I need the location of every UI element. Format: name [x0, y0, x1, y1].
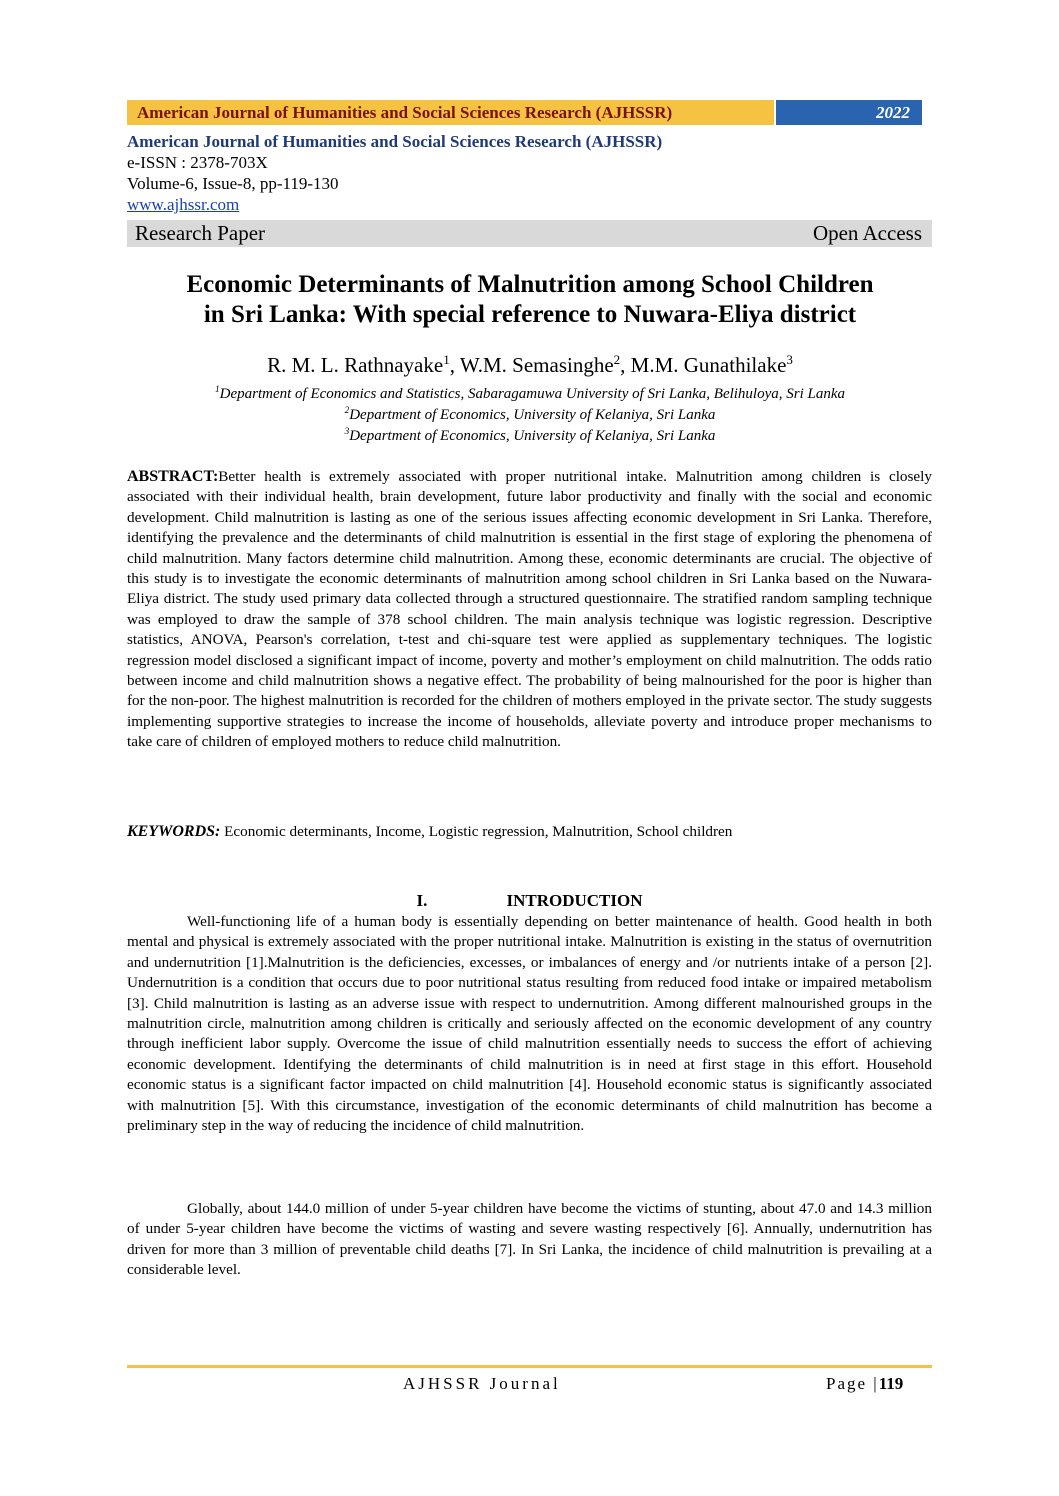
intro-paragraph-1: Well-functioning life of a human body is essentially depending on better maintenance of health. Good health in both mental and physical is extremely associated with the proper nutritional intake. Malnutrition is existing in the status of overnutrition and undernutrition [1].Malnutrition is the deficiencies, excesses, or imbalances of energy and /or nutrients intake of a person [2]. Undernutrition is a condition that occurs due to poor nutritional status resulting from reduced food intake or impaired metabolism [3]. Child malnutrition is lasting as an adverse issue with respect to undernutrition. Among different malnourished groups in the malnutrition circle, malnutrition among children is critically and seriously affected on the economic development of any country through inefficient labor supply. Overcome the issue of child malnutrition essentially needs to success the effort of achieving economic development. Identifying the determinants of child malnutrition is in need at first stage in this effort. Household economic status is a significant factor impacted on child malnutrition [4]. Household economic status is significantly associated with malnutrition [5]. With this circumstance, investigation of the economic determinants of child malnutrition has become a preliminary step in the way of reducing the incidence of child malnutrition.	[127, 913, 932, 1135]
author-name: R. M. L. Rathnayake	[267, 353, 444, 377]
access-type: Open Access	[812, 221, 922, 245]
author-name: M.M. Gunathilake	[630, 353, 787, 377]
affiliation-list	[100, 384, 960, 447]
affiliation: $^3$Department of Economics, University of Kelaniya, Sri Lanka	[344, 427, 716, 444]
keywords	[127, 822, 932, 842]
keywords-text: Economic determinants, Income, Logistic regression, Malnutrition, School children	[224, 823, 733, 840]
article-type: Research Paper	[135, 221, 266, 245]
author-affiliation-mark: 1	[443, 352, 450, 367]
footer-divider	[127, 1365, 932, 1368]
abstract-text: Better health is extremely associated with proper nutritional intake. Malnutrition among children is closely associated with their individual health, brain development, future labor productivity and finally with the social and economic development. Child malnutrition is lasting as one of the serious issues affecting economic development in Sri Lanka. Therefore, identifying the prevalence and the determinants of child malnutrition is essential in the first stage of exploring the phenomena of child malnutrition. Many factors determine child malnutrition. Among these, economic determinants are crucial. The objective of this study is to investigate the economic determinants of malnutrition among school children in Sri Lanka based on the Nuwara-Eliya district. The study used primary data collected through a structured questionnaire. The stratified random sampling technique was employed to draw the sample of 378 school children. The main analysis technique was logistic regression. Descriptive statistics, ANOVA, Pearson's correlation, t-test and chi-square test were applied as supplementary techniques. The logistic regression model disclosed a significant impact of income, poverty and mother’s employment on child malnutrition. The odds ratio between income and child malnutrition shows a negative effect. The probability of being malnourished for the poor is higher than for the non-poor. The highest malnutrition is recorded for the children of mothers employed in the private sector. The study suggests implementing supportive strategies to increase the income of households, alleviate poverty and introduce proper mechanisms to take care of children of employed mothers to reduce child malnutrition.	[127, 468, 932, 751]
abstract-label: ABSTRACT:	[127, 468, 219, 485]
abstract	[127, 467, 932, 753]
footer-journal: AJHSSR Journal	[403, 1374, 561, 1393]
paper-title-line-1: Economic Determinants of Malnutrition among School Children	[186, 271, 874, 298]
journal-website-link[interactable]: www.ajhssr.com	[127, 195, 240, 214]
journal-volume: Volume-6, Issue-8, pp-119-130	[127, 174, 339, 193]
author-affiliation-mark: 2	[613, 352, 621, 367]
affiliation: $^2$Department of Economics, University of Kelaniya, Sri Lanka	[344, 406, 716, 423]
section-title: INTRODUCTION	[506, 891, 643, 910]
affiliation: $^1$Department of Economics and Statistics, Sabaragamuwa University of Sri Lanka, Belihuloya, Sri Lanka	[214, 385, 846, 402]
author-list: R. M. L. Rathnayake$^1$, W.M. Semasinghe$^2$, M.M. Gunathilake$^3$	[267, 352, 793, 377]
section-heading	[127, 890, 932, 912]
journal-name: American Journal of Humanities and Social Sciences Research (AJHSSR)	[127, 132, 663, 151]
article-type-band	[127, 220, 932, 247]
footer-page	[826, 1374, 903, 1394]
paper-title	[100, 270, 960, 330]
keywords-label: KEYWORDS:	[127, 823, 221, 840]
running-header-year: 2022	[776, 100, 922, 125]
paper-title-line-2: in Sri Lanka: With special reference to Nuwara-Eliya district	[203, 301, 857, 328]
author-affiliation-mark: 3	[786, 352, 793, 367]
running-header	[127, 100, 922, 125]
running-header-journal: American Journal of Humanities and Social Sciences Research (AJHSSR)	[127, 100, 774, 125]
section-number: I.	[416, 891, 428, 910]
author-name: W.M. Semasinghe	[459, 353, 614, 377]
journal-issn: e-ISSN : 2378-703X	[127, 153, 268, 172]
footer-page-label: Page |	[826, 1374, 879, 1393]
journal-info	[127, 131, 662, 215]
page-number: 119	[878, 1374, 904, 1393]
intro-paragraph-2: Globally, about 144.0 million of under 5-year children have become the victims of stunting, about 47.0 and 14.3 million of under 5-year children have become the victims of wasting and severe wasting respectively [6]. Annually, undernutrition has driven for more than 3 million of preventable child deaths [7]. In Sri Lanka, the incidence of child malnutrition is prevailing at a considerable level.	[127, 1200, 932, 1279]
